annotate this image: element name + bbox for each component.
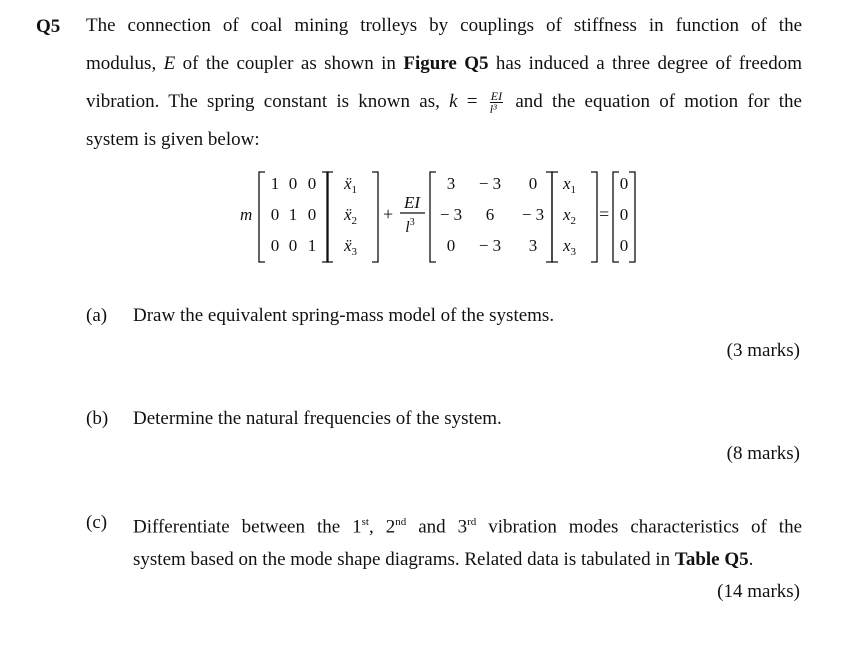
mass-cell: 0 [270, 205, 280, 224]
mass-cell: 1 [270, 174, 280, 193]
disp-entry: $x_1$ [563, 174, 577, 196]
part-b-marks: (8 marks) [726, 443, 800, 464]
stiffness-cell: 3 [446, 174, 456, 193]
part-c-label: (c) [86, 512, 108, 533]
stiffness-cell: − 3 [478, 174, 502, 193]
disp-entry: $x_2$ [563, 205, 577, 227]
intro-text-2b: of the coupler as shown in [175, 53, 404, 74]
table-ref: Table Q5 [674, 549, 749, 570]
stiffness-denominator: $l^3$ [405, 217, 415, 236]
part-c-line-2 [133, 541, 802, 579]
accel-entry: ẍ$_3$ [344, 236, 358, 258]
equals-sign: = [599, 204, 610, 224]
rhs-cell: 0 [619, 205, 629, 224]
ordinal-nd: nd [395, 516, 407, 528]
disp-vector-left-bracket [552, 172, 558, 262]
fraction-numerator: EI [490, 89, 503, 104]
part-a-text: Draw the equivalent spring-mass model of the systems. [133, 305, 555, 326]
part-c-text-3: and 3 [406, 516, 468, 538]
part-c-marks: (14 marks) [717, 581, 800, 602]
disp-vector-right-bracket [591, 172, 597, 262]
part-c-text-6: . [748, 549, 754, 570]
rhs-cell: 0 [619, 174, 629, 193]
mass-cell: 0 [270, 236, 280, 255]
disp-entry: $x_3$ [563, 236, 577, 258]
mass-matrix-left-bracket [259, 172, 265, 262]
intro-text-2a: modulus, [86, 53, 164, 74]
question-number: Q5 [36, 16, 61, 37]
mass-coefficient: m [240, 205, 253, 224]
part-b-text: Determine the natural frequencies of the system. [133, 408, 502, 429]
symbol-E: E [163, 53, 176, 74]
intro-text-3a: vibration. The spring constant is known as, [86, 91, 450, 112]
mass-cell: 0 [307, 174, 317, 193]
equals-sign: = [457, 91, 487, 112]
rhs-right-bracket [629, 172, 635, 262]
stiffness-matrix-left-bracket [430, 172, 436, 262]
intro-text-4: system is given below: [86, 129, 260, 150]
intro-text-1: The connection of coal mining trolleys by couplings of stiffness in function of the [86, 15, 802, 36]
intro-text-2c: has induced a three degree of freedom [488, 53, 803, 74]
plus-sign: + [383, 204, 394, 224]
part-c-text-2: , 2 [368, 516, 396, 538]
stiffness-matrix-right-bracket [546, 172, 552, 262]
rhs-cell: 0 [619, 236, 629, 255]
part-c-text [133, 503, 802, 579]
mass-cell: 0 [288, 174, 298, 193]
mass-cell: 0 [307, 205, 317, 224]
fraction-denominator: l³ [489, 102, 497, 117]
stiffness-cell: 0 [528, 174, 538, 193]
part-c-line-1 [133, 503, 802, 541]
accel-entry: ẍ$_1$ [344, 174, 358, 196]
stiffness-cell: − 3 [521, 205, 545, 224]
ordinal-rd: rd [467, 516, 477, 528]
accel-entry: ẍ$_2$ [344, 205, 358, 227]
part-c-text-5: system based on the mode shape diagrams. Related data is tabulated in [133, 549, 675, 570]
part-a-marks: (3 marks) [726, 340, 800, 361]
mass-cell: 0 [288, 236, 298, 255]
figure-ref: Figure Q5 [403, 53, 489, 74]
stiffness-cell: 0 [446, 236, 456, 255]
part-b-label: (b) [86, 408, 109, 429]
stiffness-cell: 3 [528, 236, 538, 255]
part-a-label: (a) [86, 305, 108, 326]
ordinal-st: st [361, 516, 369, 528]
part-c-text-4: vibration modes characteristics of the [476, 516, 803, 538]
stiffness-cell: − 3 [439, 205, 463, 224]
stiffness-cell: 6 [485, 205, 495, 224]
mass-cell: 1 [307, 236, 317, 255]
intro-text-3b: and the equation of motion for the [506, 91, 802, 112]
symbol-k: k [449, 91, 458, 112]
mass-cell: 1 [288, 205, 298, 224]
rhs-left-bracket [613, 172, 619, 262]
stiffness-cell: − 3 [478, 236, 502, 255]
stiffness-numerator: EI [403, 193, 421, 212]
part-c-text-1: Differentiate between the 1 [133, 516, 362, 538]
accel-vector-right-bracket [372, 172, 378, 262]
